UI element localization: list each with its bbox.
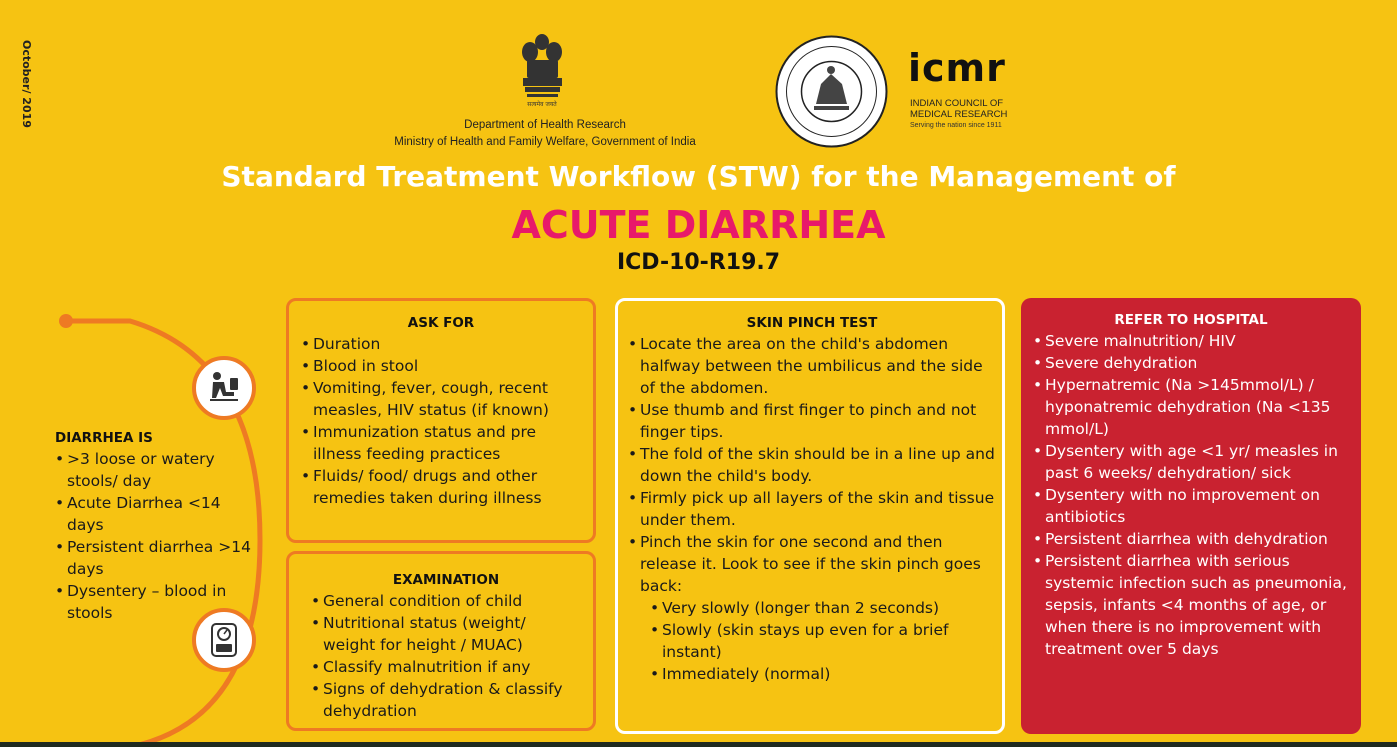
- icmr-seal-icon: [774, 34, 889, 149]
- diarrhea-item: • Dysentery – blood in stools: [55, 580, 255, 624]
- skin-pinch-subitem: • Immediately (normal): [650, 663, 996, 685]
- examination-item: • Classify malnutrition if any: [311, 656, 581, 678]
- skin-pinch-item: • Pinch the skin for one second and then release it. Look to see if the skin pinch goes back:: [628, 531, 996, 597]
- toilet-icon-circle: [192, 356, 256, 420]
- refer-item: • Dysentery with age <1 yr/ measles in past 6 weeks/ dehydration/ sick: [1033, 440, 1349, 484]
- icmr-name-line2: MEDICAL RESEARCH: [910, 109, 1008, 120]
- refer-title: REFER TO HOSPITAL: [1114, 312, 1268, 328]
- department-text: [370, 117, 720, 151]
- diarrhea-definition: [55, 430, 255, 624]
- page-title: Standard Treatment Workflow (STW) for the Management of: [221, 160, 1176, 193]
- examination-title: EXAMINATION: [392, 572, 500, 588]
- examination-card: [286, 551, 596, 731]
- bottom-divider: [0, 742, 1397, 747]
- diarrhea-item: • Acute Diarrhea <14 days: [55, 492, 255, 536]
- skin-pinch-item: • The fold of the skin should be in a line up and down the child's body.: [628, 443, 996, 487]
- skin-pinch-item: • Firmly pick up all layers of the skin and tissue under them.: [628, 487, 996, 531]
- icmr-logo: icmr: [908, 46, 1006, 90]
- svg-text:सत्यमेव जयते: सत्यमेव जयते: [527, 101, 557, 108]
- refer-item: • Severe dehydration: [1033, 352, 1349, 374]
- diarrhea-item: • Persistent diarrhea >14 days: [55, 536, 255, 580]
- page-subtitle: ACUTE DIARRHEA: [511, 203, 886, 247]
- skin-pinch-card: [615, 298, 1005, 734]
- refer-item: • Persistent diarrhea with serious systemic infection such as pneumonia, sepsis, infants <4 months of age, or when there is no improvement with treatment over 5 days: [1033, 550, 1349, 660]
- icmr-tagline: Serving the nation since 1911: [910, 122, 1002, 129]
- diarrhea-item: • >3 loose or watery stools/ day: [55, 448, 255, 492]
- icmr-name-line1: INDIAN COUNCIL OF: [910, 98, 1004, 109]
- ask-for-title: ASK FOR: [407, 315, 475, 331]
- refer-to-hospital-card: [1021, 298, 1361, 734]
- refer-item: • Severe malnutrition/ HIV: [1033, 330, 1349, 352]
- skin-pinch-title: SKIN PINCH TEST: [746, 315, 878, 331]
- skin-pinch-subitem: • Very slowly (longer than 2 seconds): [650, 597, 996, 619]
- skin-pinch-subitem: • Slowly (skin stays up even for a brief instant): [650, 619, 996, 663]
- refer-item: • Hypernatremic (Na >145mmol/L) / hyponatremic dehydration (Na <135 mmol/L): [1033, 374, 1349, 440]
- skin-pinch-item: • Use thumb and first finger to pinch and not finger tips.: [628, 399, 996, 443]
- ask-for-item: • Fluids/ food/ drugs and other remedies taken during illness: [301, 465, 581, 509]
- ask-for-item: • Blood in stool: [301, 355, 581, 377]
- weighing-scale-icon: [204, 620, 244, 660]
- ask-for-item: • Vomiting, fever, cough, recent measles, HIV status (if known): [301, 377, 581, 421]
- ask-for-item: • Duration: [301, 333, 581, 355]
- icd-code: ICD-10-R19.7: [616, 250, 781, 275]
- examination-item: • General condition of child: [311, 590, 581, 612]
- skin-pinch-item: • Locate the area on the child's abdomen halfway between the umbilicus and the side of the abdomen.: [628, 333, 996, 399]
- refer-item: • Dysentery with no improvement on antibiotics: [1033, 484, 1349, 528]
- icmr-name: [910, 98, 1007, 120]
- dept-line2: Ministry of Health and Family Welfare, Government of India: [394, 136, 696, 148]
- examination-item: • Nutritional status (weight/ weight for height / MUAC): [311, 612, 581, 656]
- national-emblem-icon: [515, 30, 570, 110]
- examination-item: • Signs of dehydration & classify dehydration: [311, 678, 581, 722]
- refer-item: • Persistent diarrhea with dehydration: [1033, 528, 1349, 550]
- dept-line1: Department of Health Research: [464, 119, 626, 131]
- toilet-icon: [204, 368, 244, 408]
- ask-for-item: • Immunization status and pre illness feeding practices: [301, 421, 581, 465]
- diarrhea-title: DIARRHEA IS: [55, 430, 153, 446]
- ask-for-card: [286, 298, 596, 543]
- date-label: October/ 2019: [20, 40, 33, 128]
